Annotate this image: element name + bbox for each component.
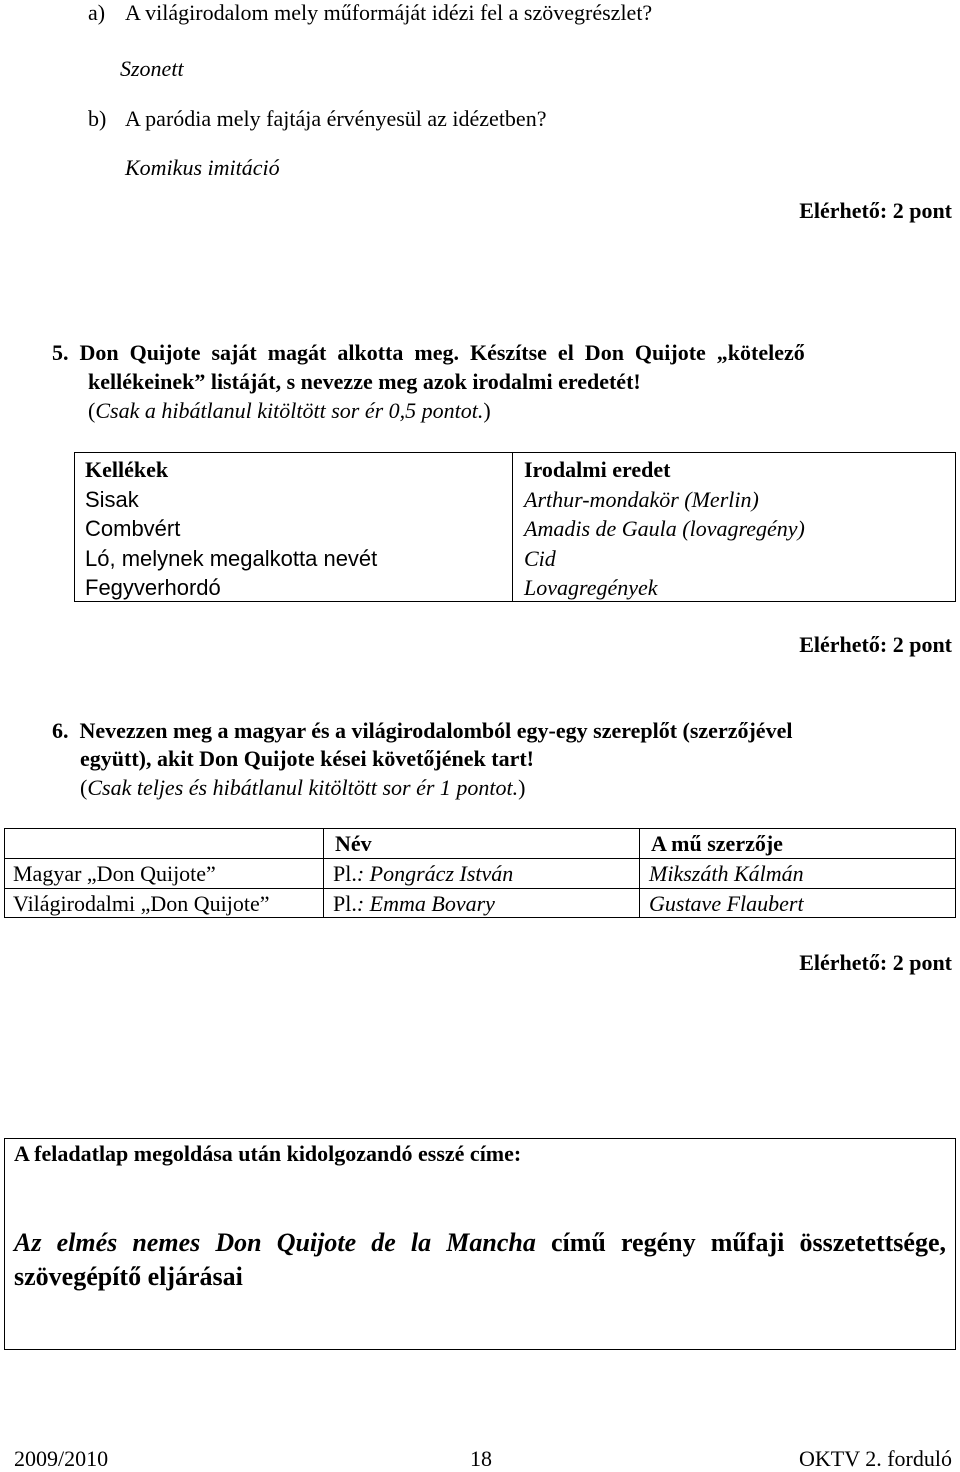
followers-header-name: Név — [335, 831, 372, 856]
followers-row-label: Világirodalmi „Don Quijote” — [13, 891, 270, 916]
followers-table-vline — [639, 829, 640, 917]
accessories-header: Kellékek — [85, 457, 169, 482]
q5-note — [88, 398, 491, 424]
q5-note-close: ) — [483, 398, 491, 423]
q4a-question: A világirodalom mely műformáját idézi fel a szövegrészlet? — [125, 0, 653, 25]
accessory-item: Combvért — [85, 516, 181, 541]
q6-note-text: Csak teljes és hibátlanul kitöltött sor ér 1 pontot. — [87, 775, 519, 800]
q5-note-open: ( — [88, 398, 96, 423]
followers-table — [4, 828, 956, 918]
origin-item: Arthur-mondakör (Merlin) — [524, 486, 759, 512]
q5-line2: kellékeinek” listáját, s nevezze meg azok irodalmi eredetét! — [88, 369, 641, 394]
accessory-item: Fegyverhordó — [85, 575, 221, 600]
essay-title-rest: című regény műfaji összetettsége, szövegépítő eljárásai — [14, 1228, 946, 1291]
q4a-label: a) — [88, 0, 106, 25]
origin-header: Irodalmi eredet — [524, 457, 671, 482]
origin-item: Amadis de Gaula (lovagregény) — [524, 516, 805, 541]
essay-title — [14, 1226, 946, 1294]
followers-row-author: Gustave Flaubert — [649, 891, 804, 916]
q4-points: Elérhető: 2 pont — [799, 198, 952, 223]
followers-row-author: Mikszáth Kálmán — [649, 861, 804, 886]
name-value: : Emma Bovary — [356, 891, 495, 916]
q5-note-text: Csak a hibátlanul kitöltött sor ér 0,5 pontot. — [95, 398, 484, 423]
followers-header-author: A mű szerzője — [651, 831, 783, 856]
q4b-label: b) — [88, 106, 107, 131]
q4a-answer: Szonett — [120, 56, 184, 81]
q5-points: Elérhető: 2 pont — [799, 632, 952, 657]
q6-note — [80, 775, 525, 801]
q6-line2: együtt), akit Don Quijote kései követőjének tart! — [80, 746, 534, 771]
origin-item: Cid — [524, 545, 556, 571]
origin-column — [524, 455, 805, 603]
q5-line1: 5. Don Quijote saját magát alkotta meg. Készítse el Don Quijote „kötelező — [52, 340, 805, 365]
q6-points: Elérhető: 2 pont — [799, 950, 952, 975]
followers-row-name — [333, 889, 495, 918]
q4b-question: A paródia mely fajtája érvényesül az idézetben? — [125, 106, 547, 131]
name-value: : Pongrácz István — [356, 861, 514, 886]
q4b-answer: Komikus imitáció — [125, 155, 280, 180]
origin-item: Lovagregények — [524, 575, 658, 600]
name-prefix: Pl. — [333, 861, 357, 886]
essay-title-italic: Az elmés nemes Don Quijote de la Mancha — [14, 1228, 536, 1257]
accessory-item: Sisak — [85, 486, 139, 512]
q6-line1: 6. Nevezzen meg a magyar és a világirodalomból egy-egy szereplőt (szerzőjével — [52, 718, 793, 743]
followers-row-name — [333, 859, 513, 888]
footer-contest: OKTV 2. forduló — [799, 1446, 952, 1471]
essay-heading: A feladatlap megoldása után kidolgozandó esszé címe: — [14, 1141, 522, 1166]
footer-year: 2009/2010 — [14, 1446, 109, 1471]
q6-note-open: ( — [80, 775, 88, 800]
accessory-item: Ló, melynek megalkotta nevét — [85, 545, 378, 571]
footer-page-number: 18 — [470, 1446, 492, 1471]
accessories-column — [85, 455, 377, 603]
name-prefix: Pl. — [333, 891, 357, 916]
q6-note-close: ) — [518, 775, 526, 800]
accessories-table-divider — [512, 453, 513, 601]
followers-table-vline — [323, 829, 324, 917]
accessories-table — [74, 452, 956, 602]
followers-row-label: Magyar „Don Quijote” — [13, 861, 216, 886]
